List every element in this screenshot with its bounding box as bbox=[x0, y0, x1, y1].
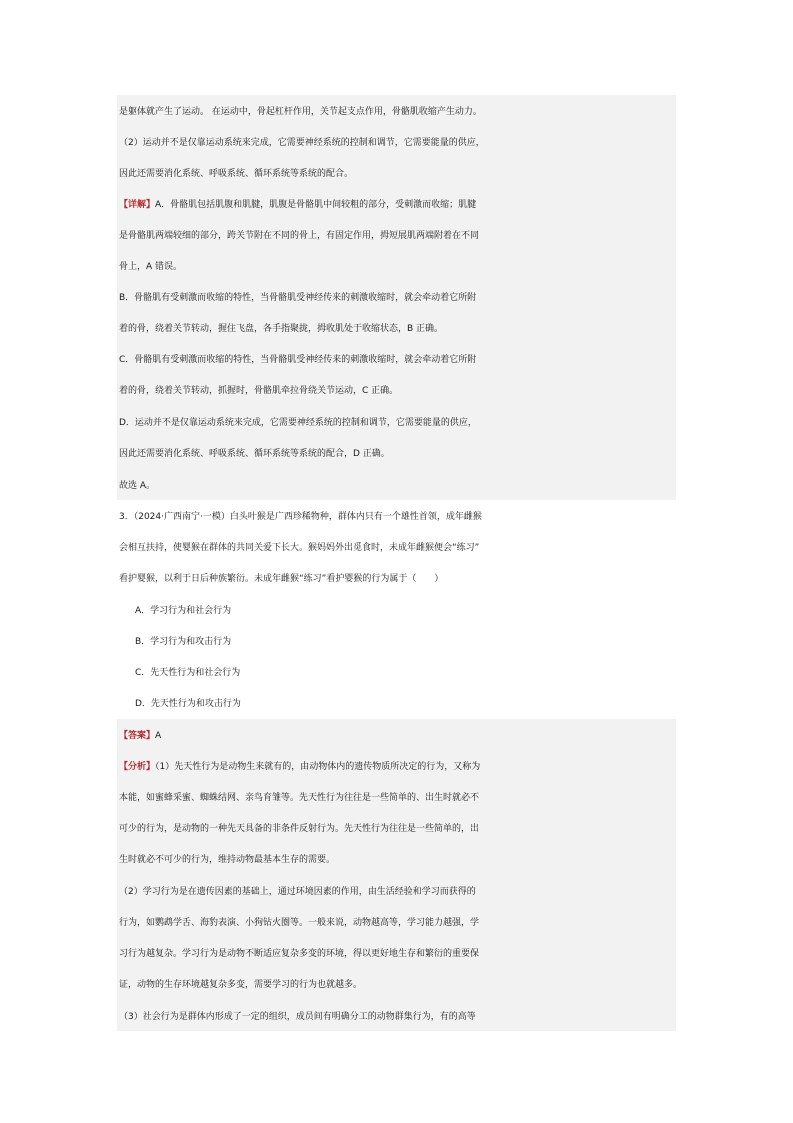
text-line: 着的骨，绕着关节转动，抓握时，骨骼肌牵拉骨绕关节运动，C 正确。 bbox=[119, 386, 399, 396]
answer-tag: 【答案】 bbox=[119, 731, 156, 741]
option-c: C．先天性行为和社会行为 bbox=[135, 668, 241, 678]
text-line: 着的骨，绕着关节转动，握住飞盘，各手指聚拢，拇收肌处于收缩状态，B 正确。 bbox=[119, 324, 444, 334]
question-line: 看护婴猴，以利于日后种族繁衍。未成年雌猴“练习”看护婴猴的行为属于（ ） bbox=[119, 574, 444, 584]
conclusion-line: 故选 A。 bbox=[119, 481, 156, 491]
text-line: （2）学习行为是在遗传因素的基础上，通过环境因素的作用，由生活经验和学习而获得的 bbox=[119, 887, 476, 897]
text-line: 行为，如鹦鹉学舌、海豹表演、小狗钻火圈等。一般来说，动物越高等，学习能力越强，学 bbox=[119, 918, 480, 928]
question-line: 会相互扶持，使婴猴在群体的共同关爱下长大。猴妈妈外出觅食时，未成年雌猴便会“练习” bbox=[119, 543, 480, 553]
text-line: 可少的行为，是动物的一种先天具备的非条件反射行为。先天性行为往往是一些简单的，出 bbox=[119, 824, 480, 834]
text-line: 习行为越复杂。学习行为是动物不断适应复杂多变的环境，得以更好地生存和繁衍的重要保 bbox=[119, 949, 480, 959]
text-line: （3）社会行为是群体内形成了一定的组织，成员间有明确分工的动物群集行为，有的高等 bbox=[119, 1012, 476, 1022]
answer-line bbox=[119, 726, 679, 746]
answer-value: A bbox=[155, 731, 162, 741]
text-line: （2）运动并不是仅靠运动系统来完成，它需要神经系统的控制和调节，它需要能量的供应， bbox=[119, 138, 485, 148]
question-line: 3．（2024·广西南宁·一模）白头叶猴是广西珍稀物种，群体内只有一个雄性首领，成年雌猴 bbox=[119, 512, 482, 522]
text-line: 骨上，A 错误。 bbox=[119, 262, 183, 272]
option-b: B．学习行为和攻击行为 bbox=[135, 637, 232, 647]
text-line: 因此还需要消化系统、呼吸系统、循环系统等系统的配合。 bbox=[119, 169, 354, 179]
text-line: 是躯体就产生了运动。 在运动中，骨起杠杆作用，关节起支点作用，骨骼肌收缩产生动力。 bbox=[119, 107, 482, 117]
text-line: 是骨骼肌两端较细的部分，跨关节附在不同的骨上，有固定作用，拇短展肌两端附着在不同 bbox=[119, 231, 480, 241]
detail-text: A．骨骼肌包括肌腹和肌腱，肌腹是骨骼肌中间较粗的部分，受刺激而收缩；肌腱 bbox=[155, 200, 477, 210]
option-d: D．先天性行为和攻击行为 bbox=[135, 699, 241, 709]
detail-tag: 【详解】 bbox=[119, 200, 156, 210]
text-line: 证，动物的生存环境越复杂多变，需要学习的行为也就越多。 bbox=[119, 980, 363, 990]
analysis-text: （1）先天性行为是动物生来就有的，由动物体内的遗传物质所决定的行为，又称为 bbox=[155, 762, 481, 772]
text-line: 本能，如蜜蜂采蜜、蜘蛛结网、亲鸟育雏等。先天性行为往往是一些简单的、出生时就必不 bbox=[119, 793, 480, 803]
text-line: 生时就必不可少的行为，维持动物最基本生存的需要。 bbox=[119, 855, 336, 865]
analysis-line bbox=[119, 757, 679, 777]
detail-line bbox=[119, 195, 679, 215]
text-line: B．骨骼肌有受刺激而收缩的特性，当骨骼肌受神经传来的刺激收缩时，就会牵动着它所附 bbox=[119, 293, 477, 303]
text-line: C．骨骼肌有受刺激而收缩的特性，当骨骼肌受神经传来的刺激收缩时，就会牵动着它所附 bbox=[119, 355, 477, 365]
text-line: 因此还需要消化系统、呼吸系统、循环系统等系统的配合，D 正确。 bbox=[119, 449, 390, 459]
text-line: D．运动并不是仅靠运动系统来完成，它需要神经系统的控制和调节，它需要能量的供应， bbox=[119, 418, 477, 428]
analysis-tag: 【分析】 bbox=[119, 762, 156, 772]
option-a: A．学习行为和社会行为 bbox=[135, 606, 232, 616]
